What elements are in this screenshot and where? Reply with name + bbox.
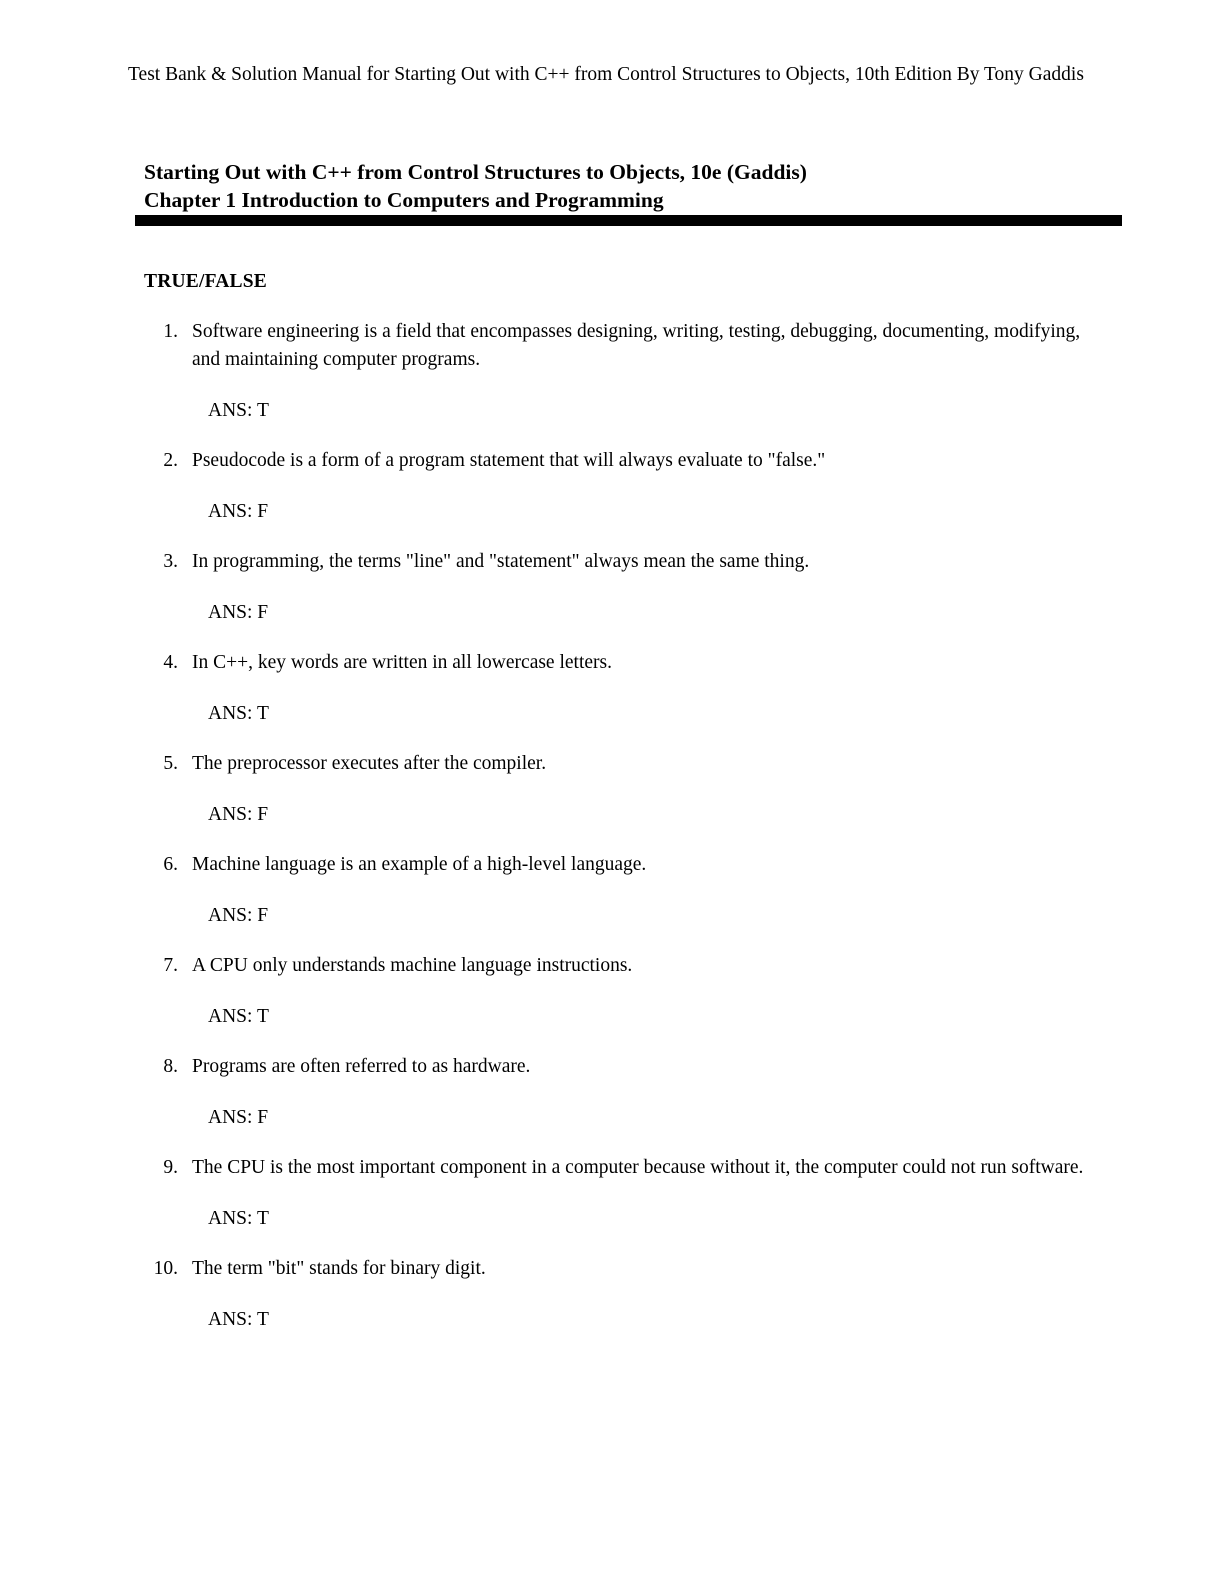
question-text: A CPU only understands machine language instructions. [192, 955, 633, 976]
question-row [144, 1255, 1102, 1283]
question-text: Software engineering is a field that encompasses designing, writing, testing, debugging, documenting, modifying, and maintaining computer programs. [192, 321, 1081, 370]
question-number: 10. [153, 1258, 178, 1279]
question-item [144, 649, 1102, 728]
question-item [144, 750, 1102, 829]
question-row [144, 1154, 1102, 1182]
answer-text: ANS: F [208, 501, 269, 522]
question-text: The CPU is the most important component in a computer because without it, the computer could not run software. [192, 1157, 1084, 1178]
question-item [144, 548, 1102, 627]
question-item [144, 318, 1102, 425]
question-item [144, 851, 1102, 930]
answer-text: ANS: F [208, 804, 269, 825]
document-title-line-1: Starting Out with C++ from Control Structures to Objects, 10e (Gaddis) [144, 160, 807, 184]
question-item [144, 1154, 1102, 1233]
question-row [144, 649, 1102, 677]
question-number: 5. [163, 753, 178, 774]
question-row [144, 447, 1102, 475]
title-block [144, 158, 1122, 214]
question-row [144, 1053, 1102, 1081]
running-header: Test Bank & Solution Manual for Starting Out with C++ from Control Structures to Objects, 10th Edition By Tony Gaddis [128, 64, 1084, 85]
question-number: 4. [163, 652, 178, 673]
question-number: 3. [163, 551, 178, 572]
question-item [144, 952, 1102, 1031]
answer-text: ANS: F [208, 1107, 269, 1128]
answer-text: ANS: F [208, 602, 269, 623]
question-text: The preprocessor executes after the compiler. [192, 753, 547, 774]
question-text: The term "bit" stands for binary digit. [192, 1258, 486, 1279]
question-text: In C++, key words are written in all lowercase letters. [192, 652, 612, 673]
question-row [144, 318, 1102, 374]
answer-text: ANS: T [208, 400, 269, 421]
question-number: 1. [163, 321, 178, 342]
answer-text: ANS: T [208, 1208, 269, 1229]
answer-text: ANS: T [208, 1006, 269, 1027]
question-item [144, 1053, 1102, 1132]
answer-text: ANS: T [208, 703, 269, 724]
question-list [144, 318, 1102, 1356]
question-text: Pseudocode is a form of a program statement that will always evaluate to "false." [192, 450, 826, 471]
question-number: 2. [163, 450, 178, 471]
answer-text: ANS: T [208, 1309, 269, 1330]
question-number: 9. [163, 1157, 178, 1178]
document-title-line-2: Chapter 1 Introduction to Computers and Programming [144, 188, 664, 212]
question-row [144, 750, 1102, 778]
section-heading-true-false: TRUE/FALSE [144, 271, 267, 292]
question-row [144, 851, 1102, 879]
question-text: Machine language is an example of a high-level language. [192, 854, 647, 875]
answer-text: ANS: F [208, 905, 269, 926]
question-number: 8. [163, 1056, 178, 1077]
question-text: In programming, the terms "line" and "statement" always mean the same thing. [192, 551, 810, 572]
question-row [144, 548, 1102, 576]
title-rule-bar [135, 215, 1122, 226]
question-item [144, 447, 1102, 526]
question-row [144, 952, 1102, 980]
question-text: Programs are often referred to as hardware. [192, 1056, 531, 1077]
question-item [144, 1255, 1102, 1334]
question-number: 6. [163, 854, 178, 875]
question-number: 7. [163, 955, 178, 976]
